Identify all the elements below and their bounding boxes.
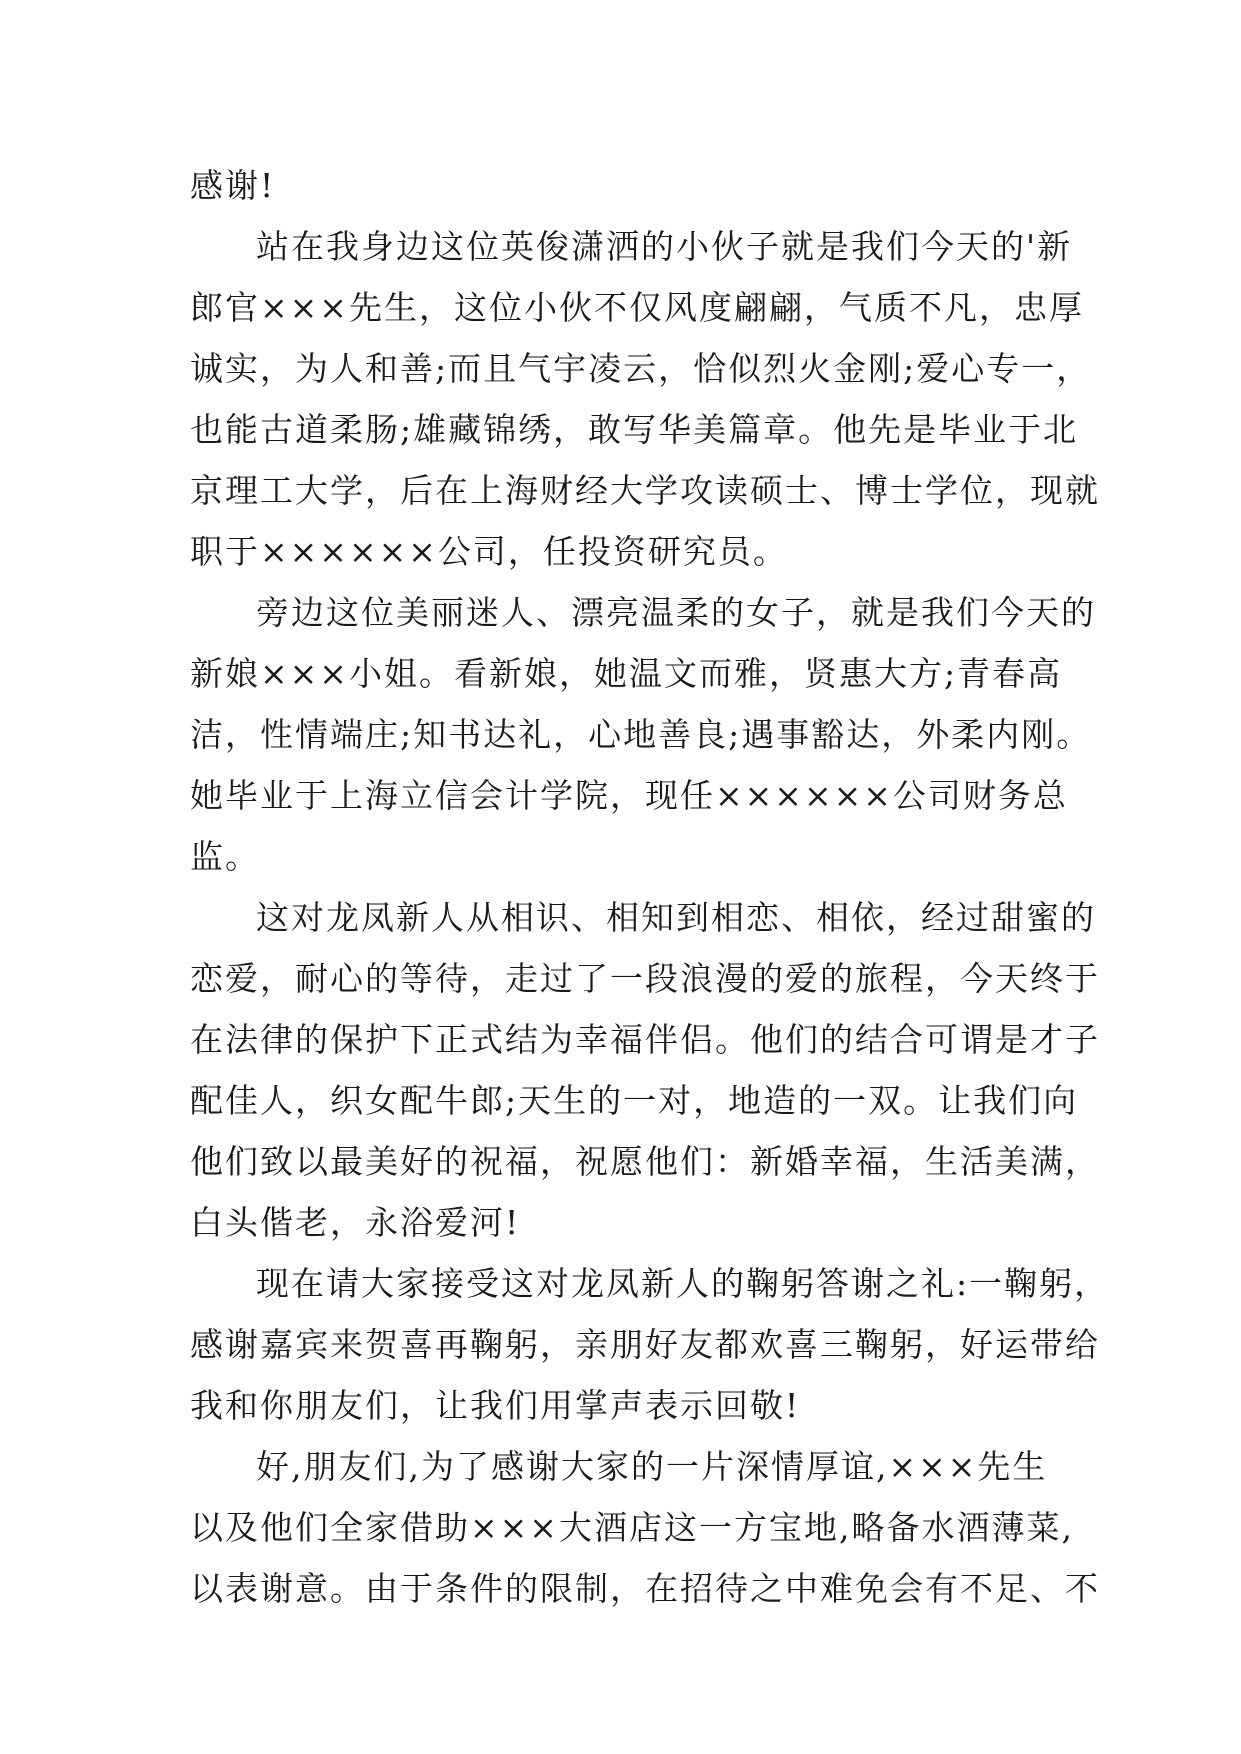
- document-body: [190, 155, 1110, 1619]
- text-line: 在法律的保护下正式结为幸福伴侣。他们的结合可谓是才子: [190, 1020, 1100, 1059]
- text-line: 郎官×××先生，这位小伙不仅风度翩翩，气质不凡，忠厚: [190, 288, 1084, 327]
- text-line: 她毕业于上海立信会计学院，现任××××××公司财务总: [190, 776, 1068, 815]
- text-line: 感谢!: [190, 166, 276, 205]
- text-line: 洁，性情端庄;知书达礼，心地善良;遇事豁达，外柔内刚。: [190, 715, 1092, 754]
- text-line: 站在我身边这位英俊潇洒的小伙子就是我们今天的'新: [256, 227, 1073, 266]
- text-line: 我和你朋友们，让我们用掌声表示回敬!: [190, 1386, 801, 1425]
- text-line: 旁边这位美丽迷人、漂亮温柔的女子，就是我们今天的: [256, 593, 1096, 632]
- text-line: 也能古道柔肠;雄藏锦绣，敢写华美篇章。他先是毕业于北: [190, 410, 1079, 449]
- text-line: 他们致以最美好的祝福，祝愿他们：新婚幸福，生活美满，: [190, 1142, 1100, 1181]
- paragraph: [190, 1436, 1100, 1619]
- text-line: 诚实，为人和善;而且气宇凌云，恰似烈火金刚;爱心专一，: [190, 349, 1092, 388]
- text-line: 以表谢意。由于条件的限制，在招待之中难免会有不足、不: [190, 1569, 1100, 1608]
- paragraph: [190, 1253, 1110, 1436]
- text-line: 白头偕老，永浴爱河!: [190, 1203, 521, 1242]
- text-line: 京理工大学，后在上海财经大学攻读硕士、博士学位，现就: [190, 471, 1100, 510]
- text-line: 新娘×××小姐。看新娘，她温文而雅，贤惠大方;青春高: [190, 654, 1063, 693]
- text-line: 感谢嘉宾来贺喜再鞠躬，亲朋好友都欢喜三鞠躬，好运带给: [190, 1325, 1100, 1364]
- text-line: 职于××××××公司，任投资研究员。: [190, 532, 788, 571]
- text-line: 恋爱，耐心的等待，走过了一段浪漫的爱的旅程，今天终于: [190, 959, 1100, 998]
- text-line: 配佳人，织女配牛郎;天生的一对，地造的一双。让我们向: [190, 1081, 1079, 1120]
- paragraph: [190, 582, 1096, 887]
- text-line: 以及他们全家借助×××大酒店这一方宝地,略备水酒薄菜,: [190, 1508, 1074, 1547]
- text-line: 好,朋友们,为了感谢大家的一片深情厚谊,×××先生: [256, 1447, 1048, 1486]
- text-line: 监。: [190, 837, 260, 876]
- text-line: 这对龙凤新人从相识、相知到相恋、相依，经过甜蜜的: [256, 898, 1096, 937]
- paragraph: [190, 216, 1100, 582]
- text-line: 现在请大家接受这对龙凤新人的鞠躬答谢之礼:一鞠躬，: [256, 1264, 1110, 1303]
- paragraph: [190, 887, 1100, 1253]
- paragraph: [190, 155, 1070, 216]
